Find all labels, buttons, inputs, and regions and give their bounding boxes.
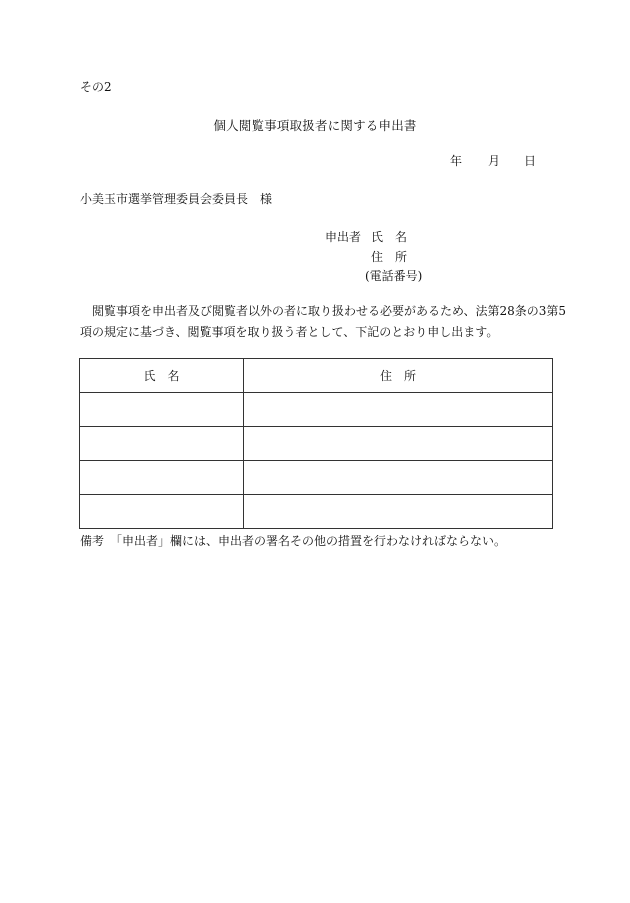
address-cell[interactable]: [244, 495, 553, 529]
applicant-phone-label: (電話番号): [365, 269, 423, 283]
table-row: [80, 393, 553, 427]
request-paragraph-line-2: 項の規定に基づき、閲覧事項を取り扱う者として、下記のとおり申し出ます。: [80, 325, 499, 339]
address-cell[interactable]: [244, 427, 553, 461]
table-row: [80, 495, 553, 529]
remarks-note: 備考 「申出者」欄には、申出者の署名その他の措置を行わなければならない。: [80, 534, 507, 548]
applicant-label: 申出者: [325, 230, 362, 244]
applicant-name-label: 氏 名: [371, 230, 408, 244]
name-cell[interactable]: [80, 427, 244, 461]
date-month-label: 月: [488, 154, 501, 168]
addressee: 小美玉市選挙管理委員会委員長 様: [80, 192, 273, 206]
date-day-label: 日: [524, 154, 537, 168]
table-row: [80, 461, 553, 495]
name-cell[interactable]: [80, 461, 244, 495]
request-paragraph-line-1: 閲覧事項を申出者及び閲覧者以外の者に取り扱わせる必要があるため、法第28条の3第5: [80, 304, 567, 318]
table-header-name: 氏 名: [80, 359, 244, 393]
table-header-address: 住 所: [244, 359, 553, 393]
table-row: [80, 427, 553, 461]
document-number-label: その2: [80, 80, 112, 94]
name-cell[interactable]: [80, 495, 244, 529]
address-cell[interactable]: [244, 461, 553, 495]
date-year-label: 年: [450, 154, 463, 168]
name-cell[interactable]: [80, 393, 244, 427]
applicant-address-label: 住 所: [371, 250, 408, 264]
address-cell[interactable]: [244, 393, 553, 427]
document-title: 個人閲覧事項取扱者に関する申出書: [213, 118, 417, 133]
handler-entry-table: [79, 358, 553, 529]
table-header-row: [80, 359, 553, 393]
